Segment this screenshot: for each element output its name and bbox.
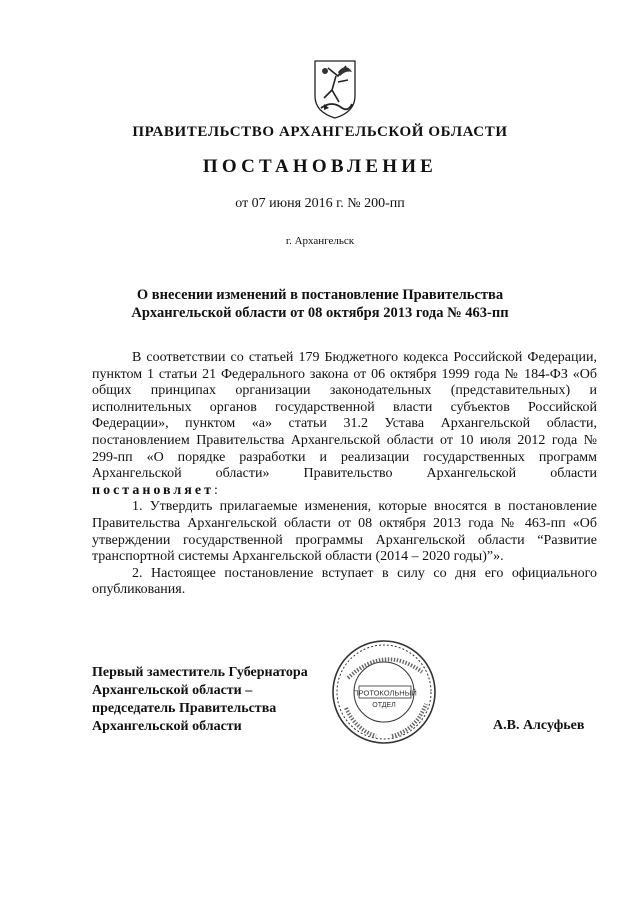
item-2-paragraph: 2. Настоящее постановление вступает в силу со дня его официального опубликования. <box>92 565 597 598</box>
resolves-colon: : <box>213 482 218 498</box>
signer-title-line-3: председатель Правительства <box>92 701 277 716</box>
coat-of-arms-icon <box>312 58 358 120</box>
signer-title-line-2: Архангельской области – <box>92 683 253 698</box>
signer-title-line-4: Архангельской области <box>92 719 242 734</box>
document-type: ПОСТАНОВЛЕНИЕ <box>202 156 438 177</box>
subject-line-2: Архангельской области от 08 октября 2013 года № 463-пп <box>131 305 509 321</box>
document-subject <box>100 286 540 322</box>
official-stamp <box>330 638 438 746</box>
preamble-paragraph <box>92 350 597 499</box>
signer-title-line-1: Первый заместитель Губернатора <box>92 665 308 680</box>
document-body <box>92 350 597 599</box>
preamble-text: В соответствии со статьей 179 Бюджетного кодекса Российской Федерации, пунктом 1 статьи 21 Федерального закона от 06 октября 1999 года № 184-ФЗ «Об общих принципах организации законодательных (представительных) и исполнительных органов государственной власти субъектов Российской Федерации», пунктом «а» статьи 31.2 Устава Архангельской области, постановлением Правительства Архангельской области от 10 июля 2012 года № 299-пп «О порядке разработки и реализации государственных программ Архангельской области» Правительство Архангельской области <box>92 350 597 482</box>
item-1-paragraph: 1. Утвердить прилагаемые изменения, которые вносятся в постановление Правительства Архангельской области от 08 октября 2013 года № 463-пп «Об утверждении государственной программы Архангельской области “Развитие транспортной системы Архангельской области (2014 – 2020 годы)”». <box>92 499 597 565</box>
document-date-number: от 07 июня 2016 г. № 200-пп <box>235 196 405 211</box>
stamp-center-line-2: ОТДЕЛ <box>372 702 396 709</box>
stamp-center-line-1: ПРОТОКОЛЬНЫЙ <box>353 688 417 698</box>
resolves-word: постановляет <box>92 482 214 498</box>
signer-title <box>92 664 342 736</box>
signer-name: А.В. Алсуфьев <box>493 718 585 733</box>
document-city: г. Архангельск <box>285 235 355 247</box>
subject-line-1: О внесении изменений в постановление Правительства <box>136 287 504 303</box>
organization-name: ПРАВИТЕЛЬСТВО АРХАНГЕЛЬСКОЙ ОБЛАСТИ <box>132 124 508 140</box>
